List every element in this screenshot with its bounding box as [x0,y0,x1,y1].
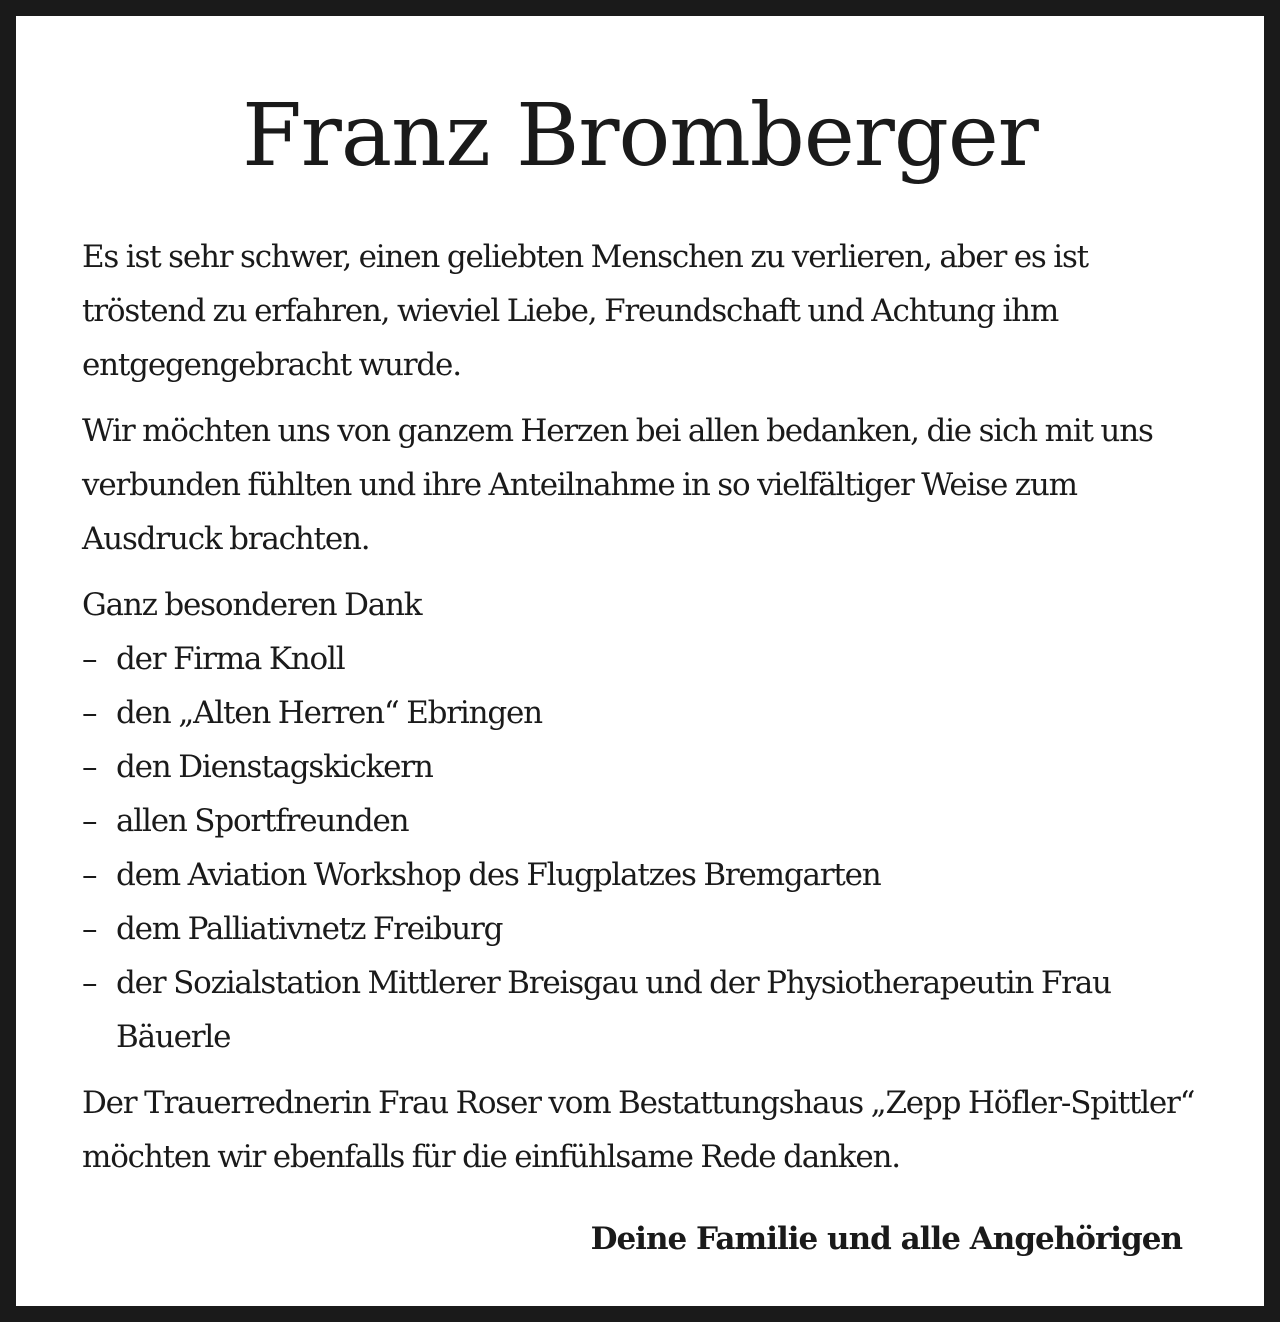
list-item [82,632,1206,686]
dash-marker: – [82,857,97,893]
list-item [82,848,1206,902]
dash-marker: – [82,803,97,839]
list-item-text: der Sozialstation Mittlerer Breisgau und der Physiotherapeutin Frau Bäuerle [116,965,1111,1055]
list-item-text: den „Alten Herren“ Ebringen [116,695,542,731]
list-item-text: dem Palliativnetz Freiburg [116,911,503,947]
list-item-text: den Dienstagskickern [116,749,433,785]
dash-marker: – [82,965,97,1001]
dash-marker: – [82,749,97,785]
closing-paragraph: Der Trauerrednerin Frau Roser vom Bestattungshaus „Zepp Höfler-Spittler“ möchten wir ebenfalls für die einfühlsame Rede danken. [82,1085,1195,1175]
list-item-text: der Firma Knoll [116,641,345,677]
signature: Deine Familie und alle Angehörigen [590,1221,1182,1257]
thanks-list [82,632,1206,1064]
notice-body [82,230,1206,1196]
list-item [82,794,1206,848]
gratitude-paragraph: Wir möchten uns von ganzem Herzen bei allen bedanken, die sich mit uns verbunden fühlten und ihre Anteilnahme in so vielfältiger Weise zum Ausdruck brachten. [82,413,1153,557]
list-item-text: allen Sportfreunden [116,803,409,839]
dash-marker: – [82,911,97,947]
list-item [82,956,1206,1064]
intro-paragraph: Es ist sehr schwer, einen geliebten Menschen zu verlieren, aber es ist tröstend zu erfahren, wieviel Liebe, Freundschaft und Achtung ihm entgegengebracht wurde. [82,239,1088,383]
deceased-name: Franz Bromberger [242,86,1038,186]
list-item [82,686,1206,740]
dash-marker: – [82,695,97,731]
list-item [82,902,1206,956]
list-item [82,740,1206,794]
dash-marker: – [82,641,97,677]
thanks-heading: Ganz besonderen Dank [82,587,422,623]
list-item-text: dem Aviation Workshop des Flugplatzes Bremgarten [116,857,881,893]
